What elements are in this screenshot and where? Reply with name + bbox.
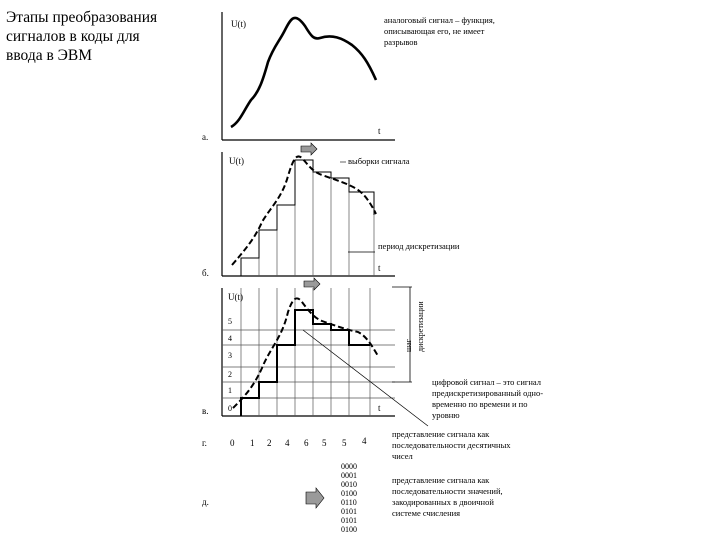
title-line-1: Этапы преобразования [6, 9, 158, 26]
digital-note-3: временно по времени и по [432, 399, 528, 409]
decimal-value: 1 [250, 438, 255, 448]
panel-a-note-1: аналоговый сигнал – функция, [384, 15, 495, 25]
panel-v-y-label: U(t) [228, 292, 243, 302]
sample-steps [241, 160, 374, 276]
analog-signal-curve [231, 18, 376, 127]
binary-code: 0001 [341, 471, 357, 480]
decimal-value: 0 [230, 438, 235, 448]
binary-code: 0010 [341, 480, 357, 489]
panel-v-label: в. [202, 406, 209, 416]
step-note-2: дискретизации [416, 301, 425, 352]
down-arrow-icon [301, 143, 317, 155]
row-d-note-2: последовательности значений, [392, 486, 503, 496]
decimal-value: 4 [362, 436, 367, 446]
digital-note-4: уровню [432, 410, 460, 420]
binary-code: 0101 [341, 516, 357, 525]
digitized-signal-curve [233, 298, 378, 408]
digital-note-1: цифровой сигнал – это сигнал [432, 377, 542, 387]
binary-code: 0000 [341, 462, 357, 471]
row-d-note-3: закодированных в двоичной [392, 497, 494, 507]
step-note-1: шаг [404, 339, 413, 352]
level-2: 2 [228, 370, 232, 379]
panel-b [202, 152, 460, 278]
panel-a-y-label: U(t) [231, 19, 246, 29]
panel-a [202, 12, 495, 142]
panel-a-note-3: разрывов [384, 37, 418, 47]
down-arrow-icon [304, 278, 320, 290]
row-d [202, 462, 503, 534]
binary-code: 0100 [341, 489, 357, 498]
panel-v-t-label: t [378, 403, 381, 413]
decimal-value: 5 [342, 438, 347, 448]
level-5: 5 [228, 317, 232, 326]
quantized-steps [241, 310, 370, 416]
row-d-label: д. [202, 497, 209, 507]
level-1: 1 [228, 386, 232, 395]
sample-lines [241, 160, 374, 276]
row-g-note-2: последовательности десятичных [392, 440, 511, 450]
decimal-value: 5 [322, 438, 327, 448]
panel-a-note-2: описывающая его, не имеет [384, 26, 485, 36]
row-g-note-3: чисел [392, 451, 413, 461]
binary-code: 0110 [341, 498, 357, 507]
right-arrow-icon [306, 488, 324, 508]
level-3: 3 [228, 351, 232, 360]
binary-code: 0101 [341, 507, 357, 516]
digital-note-2: предискретизированный одно- [432, 388, 544, 398]
decimal-value: 2 [267, 438, 272, 448]
title-line-3: ввода в ЭВМ [6, 47, 93, 64]
panel-a-t-label: t [378, 126, 381, 136]
row-g [202, 429, 511, 461]
decimal-value: 4 [285, 438, 290, 448]
panel-b-t-label: t [378, 263, 381, 273]
binary-code: 0100 [341, 525, 357, 534]
row-d-note-1: представление сигнала как [392, 475, 490, 485]
title-line-2: сигналов в коды для [6, 28, 140, 45]
row-g-note-1: представление сигнала как [392, 429, 490, 439]
samples-note: выборки сигнала [348, 156, 410, 166]
decimal-value: 6 [304, 438, 309, 448]
level-grid [222, 288, 395, 416]
level-4: 4 [228, 334, 232, 343]
panel-a-label: а. [202, 132, 209, 142]
row-g-label: г. [202, 438, 207, 448]
sampled-signal-curve [232, 156, 376, 265]
row-d-note-4: системе счисления [392, 508, 461, 518]
level-0: 0 [228, 404, 232, 413]
panel-v [202, 287, 543, 426]
panel-b-y-label: U(t) [229, 156, 244, 166]
panel-b-label: б. [202, 268, 209, 278]
period-note: период дискретизации [378, 241, 460, 251]
